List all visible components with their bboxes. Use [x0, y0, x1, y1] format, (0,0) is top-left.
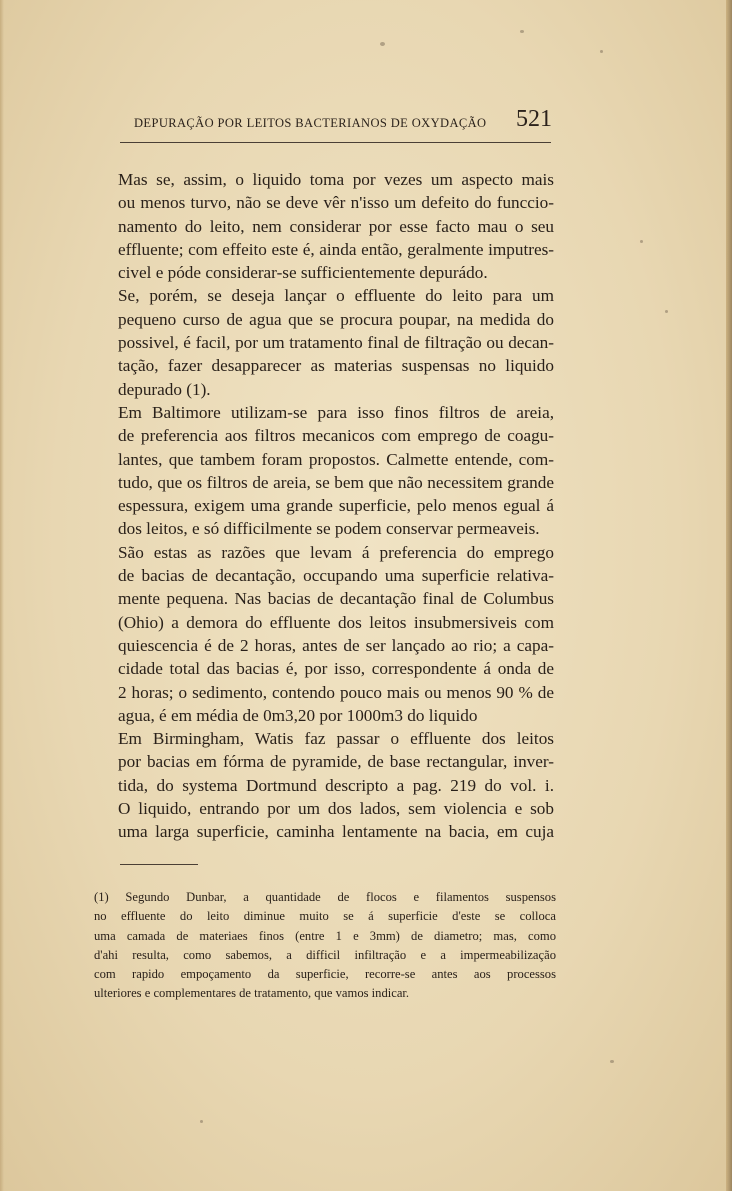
paper-speck	[520, 30, 524, 33]
page-right-edge	[726, 0, 732, 1191]
body-line: ou menos turvo, não se deve vêr n'isso um defeito do funccio-	[118, 193, 554, 213]
body-line: Se, porém, se deseja lançar o effluente do leito para um	[118, 286, 554, 306]
body-line: tação, fazer desapparecer as materias suspensas no liquido	[118, 356, 554, 376]
body-line: uma larga superficie, caminha lentamente na bacia, em cuja	[118, 822, 554, 842]
footnote-line: uma camada de materiaes finos (entre 1 e 3mm) de diametro; mas, como	[94, 928, 556, 943]
paper-speck	[640, 240, 643, 243]
footnote-line: com rapido empoçamento da superficie, recorre-se antes aos processos	[94, 967, 556, 982]
body-line: civel e póde considerar-se sufficientemente depurádo.	[118, 263, 488, 283]
body-line: quiescencia é de 2 horas, antes de ser lançado ao rio; a capa-	[118, 635, 554, 655]
footnote	[94, 888, 556, 1004]
paper-speck	[380, 42, 385, 46]
paper-speck	[665, 310, 668, 313]
paper-speck	[200, 1120, 203, 1123]
body-text	[118, 168, 554, 844]
body-line: agua, é em média de 0m3,20 por 1000m3 do liquido	[118, 705, 478, 725]
body-line: espessura, exigem uma grande superficie, pelo menos egual á	[118, 496, 554, 516]
body-line: mente pequena. Nas bacias de decantação final de Columbus	[118, 589, 554, 609]
body-line: cidade total das bacias é, por isso, correspondente á onda de	[118, 659, 554, 679]
footnote-line: (1) Segundo Dunbar, a quantidade de flocos e filamentos suspensos	[94, 890, 556, 904]
body-line: tida, do systema Dortmund descripto a pag. 219 do vol. i.	[118, 775, 554, 795]
footnote-line: ulteriores e complementares de tratamento, que vamos indicar.	[94, 986, 410, 1001]
body-line: O liquido, entrando por um dos lados, sem violencia e sob	[118, 799, 554, 819]
body-line: São estas as razões que levam á preferencia do emprego	[118, 542, 554, 562]
body-line: pequeno curso de agua que se procura poupar, na medida do	[118, 309, 554, 329]
body-line: de preferencia aos filtros mecanicos com emprego de coagu-	[118, 426, 554, 446]
header-rule	[120, 142, 551, 143]
running-head	[134, 106, 552, 136]
body-line: lantes, que tambem foram propostos. Calmette entende, com-	[118, 449, 554, 469]
body-line: de bacias de decantação, occupando uma superficie relativa-	[118, 566, 554, 586]
body-line: por bacias em fórma de pyramide, de base rectangular, inver-	[118, 752, 554, 772]
body-line: namento do leito, nem considerar por esse facto mau o seu	[118, 216, 554, 236]
running-title: DEPURAÇÃO POR LEITOS BACTERIANOS DE OXYDAÇÃO	[134, 116, 487, 130]
page-number: 521	[516, 106, 552, 132]
body-line: possivel, é facil, por um tratamento final de filtração ou decan-	[118, 333, 554, 353]
footnote-line: d'ahi resulta, como sabemos, a difficil infiltração e a impermeabilização	[94, 947, 556, 962]
body-line: 2 horas; o sedimento, contendo pouco mais ou menos 90 % de	[118, 682, 554, 702]
body-line: dos leitos, e só difficilmente se podem conservar permeaveis.	[118, 519, 540, 539]
body-line: effluente; com effeito este é, ainda então, geralmente imputres-	[118, 239, 554, 259]
body-line: (Ohio) a demora do effluente dos leitos insubmersiveis com	[118, 612, 554, 632]
paper-speck	[610, 1060, 614, 1063]
body-line: depurado (1).	[118, 379, 211, 399]
paper-speck	[600, 50, 603, 53]
body-line: Em Birmingham, Watis faz passar o effluente dos leitos	[118, 729, 554, 749]
footnote-rule	[120, 864, 198, 865]
page-left-edge	[0, 0, 4, 1191]
footnote-line: no effluente do leito diminue muito se á superficie d'este se colloca	[94, 909, 556, 924]
body-line: tudo, que os filtros de areia, se bem que não necessitem grande	[118, 472, 554, 492]
body-line: Mas se, assim, o liquido toma por vezes um aspecto mais	[118, 170, 554, 189]
body-line: Em Baltimore utilizam-se para isso finos filtros de areia,	[118, 402, 554, 422]
